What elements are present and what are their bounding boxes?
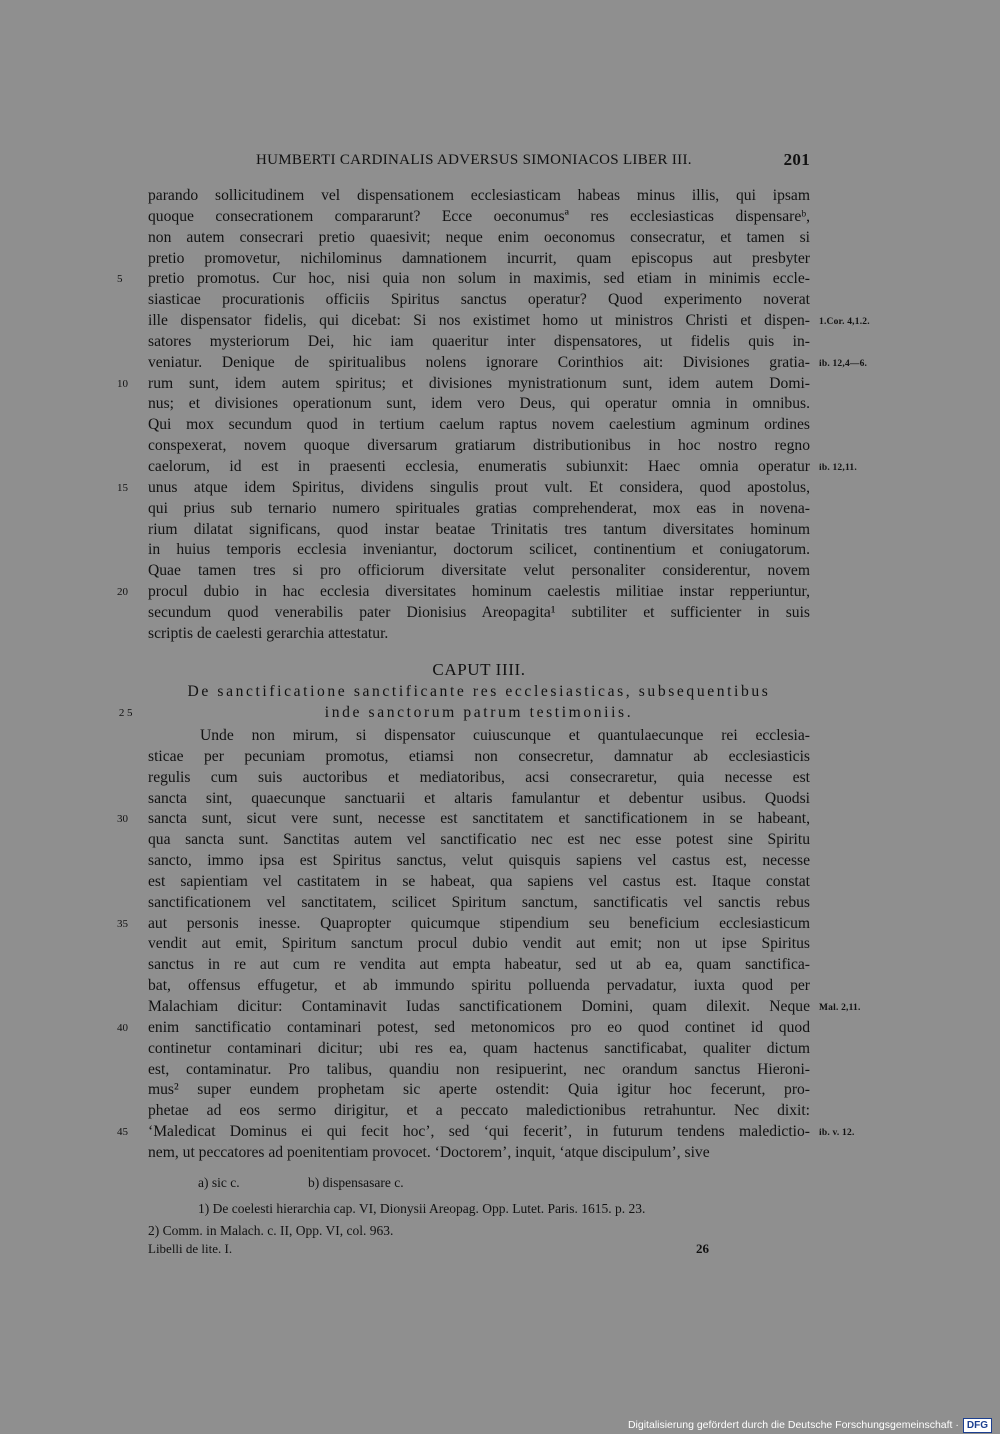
line-text: phetae ad eos sermo dirigitur, et a peccato maledictionibus retrahuntur. Nec dixit: xyxy=(148,1102,810,1120)
paragraph-2 xyxy=(117,726,861,1164)
line-text: qui prius sub ternario numero spirituales gratias comprehenderat, mox eas in novena- xyxy=(148,499,810,517)
footnote-2: 2) Comm. in Malach. c. II, Opp. VI, col. 963. xyxy=(148,1223,394,1238)
running-head-title: HUMBERTI CARDINALIS ADVERSUS SIMONIACOS LIBER III. xyxy=(256,152,692,168)
line-text: regulis cum suis auctoribus et mediatoribus, acsi consecraretur, quia necesse est xyxy=(148,768,810,786)
text-line xyxy=(148,747,810,768)
apparatus xyxy=(148,1172,810,1194)
line-text: Malachiam dicitur: Contaminavit Iudas sanctificationem Domini, quam dilexit. Neque xyxy=(148,997,810,1015)
dfg-logo: DFG xyxy=(963,1418,992,1433)
line-text: continetur contaminari dicitur; ubi res ea, quam hactenus sanctificabat, qualiter dictum xyxy=(148,1039,810,1057)
text-line xyxy=(117,582,810,603)
text-line xyxy=(148,561,810,582)
margin-reference: 1.Cor. 4,1.2. xyxy=(819,317,870,328)
line-text: sancta sunt, sicut vere sunt, necesse est sanctitatem et sanctificationem in se habeant, xyxy=(148,810,810,828)
text-line xyxy=(148,415,810,436)
text-line xyxy=(148,872,810,893)
line-text: procul dubio in hac ecclesia diversitates hominum caelestis militiae instar repperiuntur, xyxy=(148,583,810,601)
text-line xyxy=(117,809,810,830)
text-line xyxy=(148,228,810,249)
chapter-heading xyxy=(148,659,810,681)
line-number: 10 xyxy=(117,377,128,390)
line-text: ‘Maledicat Dominus ei qui fecit hoc’, sed ‘qui fecerit’, in futurum tendens maledictio- xyxy=(148,1123,810,1141)
footer-series-title: Libelli de lite. I. xyxy=(148,1241,233,1256)
line-text: pretio promovetur, nichilominus damnationem incurrit, quam episcopus aut presbyter xyxy=(148,249,810,267)
text-line xyxy=(148,955,810,976)
line-text: aut personis inesse. Quapropter quicumque stipendium seu beneficium ecclesiasticum xyxy=(148,914,810,932)
text-line xyxy=(148,934,810,955)
line-text: bat, offensus effugetur, et ab immundo spiritu polluenda pervadatur, iuxta quod per xyxy=(148,977,810,995)
line-text: parando sollicitudinem vel dispensationem ecclesiasticam habeas minus illis, qui ipsam xyxy=(148,187,810,204)
line-text: nus; et divisiones operationum sunt, idem vero Deus, qui operatur omnia in omnibus. xyxy=(148,395,810,413)
text-line xyxy=(148,207,810,228)
line-text: pretio promotus. Cur hoc, nisi quia non solum in maximis, sed etiam in minimis eccle- xyxy=(148,270,810,288)
margin-reference: Mal. 2,11. xyxy=(819,1002,861,1013)
text-line xyxy=(148,1143,810,1164)
running-head xyxy=(148,152,810,176)
text-line xyxy=(148,851,810,872)
line-number: 15 xyxy=(117,481,128,494)
footer-signature: 26 xyxy=(696,1241,709,1256)
text-line xyxy=(148,1080,810,1101)
text-line xyxy=(148,726,810,747)
line-text: sanctificationem vel sanctitatem, scilicet Spiritum sanctum, sanctificatis vel sanctis rebus xyxy=(148,893,810,911)
paragraph-1 xyxy=(117,186,870,645)
text-line xyxy=(148,789,810,810)
line-text: secundum quod venerabilis pater Dionisius Areopagita¹ subtiliter et sufficienter in suis xyxy=(148,603,810,621)
footnote-1: 1) De coelesti hierarchia cap. VI, Dionysii Areopag. Opp. Lutet. Paris. 1615. p. 23. xyxy=(198,1201,646,1216)
line-number: 35 xyxy=(117,917,128,930)
line-text: est sapientiam vel castitatem in se habeat, qua sapiens vel castus est. Itaque constat xyxy=(148,872,810,890)
line-text: rium dilatat significans, quod instar beatae Trinitatis tres tantum diversitates hominum xyxy=(148,520,810,538)
text-line xyxy=(117,1122,855,1143)
line-text: unus atque idem Spiritus, dividens singulis prout vult. Et considera, quod apostolus, xyxy=(148,478,810,496)
apparatus-a: a) sic c. xyxy=(198,1175,240,1190)
text-line xyxy=(148,1039,810,1060)
line-text: veniatur. Denique de spiritualibus nolens ignorare Corinthios ait: Divisiones gratia- xyxy=(148,353,810,371)
apparatus-line xyxy=(148,1172,810,1194)
margin-reference: ib. 12,4—6. xyxy=(819,358,868,369)
footnotes xyxy=(148,1198,810,1242)
subheading-line-1: De sanctificatione sanctificante res ecclesiasticas, subsequentibus xyxy=(187,683,771,700)
margin-reference: ib. 12,11. xyxy=(819,462,857,473)
apparatus-b: b) dispensasare c. xyxy=(308,1175,404,1190)
line-number: 40 xyxy=(117,1021,128,1034)
line-text: est, contaminatur. Pro talibus, quandiu non resipuerint, nec orandum sanctus Hieroni- xyxy=(148,1060,810,1078)
subheading-line-2 xyxy=(118,703,810,724)
line-number: 25 xyxy=(118,706,136,719)
line-number: 5 xyxy=(117,273,123,286)
text-line xyxy=(148,830,810,851)
text-line xyxy=(148,893,810,914)
line-text: non autem consecrari pretio quaesivit; neque enim oeconomus consecratur, et tamen si xyxy=(148,228,810,246)
text-line xyxy=(117,478,810,499)
text-line xyxy=(148,1060,810,1081)
text-line xyxy=(148,332,810,353)
text-line xyxy=(148,249,810,270)
text-line xyxy=(148,457,857,478)
text-line xyxy=(148,976,810,997)
line-text: vendit aut emit, Spiritum sanctum procul dubio vendit aut emit; non ut ipse Spiritus xyxy=(148,935,810,953)
line-text: Unde non mirum, si dispensator cuiuscunque et quantulaecunque rei ecclesia- xyxy=(200,727,810,744)
text-line xyxy=(148,394,810,415)
text-line xyxy=(148,997,861,1018)
page-footer xyxy=(148,1238,810,1260)
line-text: satores mysteriorum Dei, hic iam quaeritur inter dispensatores, ut fidelis quis in- xyxy=(148,332,810,350)
dfg-credit xyxy=(628,1418,992,1432)
line-text: quoque consecrationem compararunt? Ecce oeconumusª res ecclesiasticas dispensareᵇ, xyxy=(148,207,810,225)
line-text: conspexerat, novem quoque diversarum gratiarum distributionibus in hoc nostro regno xyxy=(148,437,810,455)
line-text: scriptis de caelesti gerarchia attestatur. xyxy=(148,624,389,642)
line-text: sancta sint, quaecunque sanctuarii et altaris famulantur et debentur usibus. Quodsi xyxy=(148,789,810,807)
line-text: in huius temporis ecclesia inveniantur, doctorum scilicet, continentium et coniugatorum. xyxy=(148,541,810,559)
text-line xyxy=(117,914,810,935)
line-text: caelorum, id est in praesenti ecclesia, enumeratis subiunxit: Haec omnia operatur xyxy=(148,457,810,475)
text-line xyxy=(148,436,810,457)
line-text: mus² super eundem prophetam sic aperte ostendit: Quia igitur hoc fecerunt, pro- xyxy=(148,1081,810,1099)
line-text: enim sanctificatio contaminari potest, sed metonomicos pro eo quod continet id quod xyxy=(148,1018,810,1036)
text-line xyxy=(148,311,870,332)
text-line xyxy=(148,768,810,789)
chapter-subheading xyxy=(118,682,810,724)
text-line xyxy=(148,540,810,561)
text-line xyxy=(148,603,810,624)
line-text: sancto, immo ipsa est Spiritus sanctus, velut quisquis sapiens vel castus est, necesse xyxy=(148,852,810,870)
text-line xyxy=(148,186,810,207)
line-text: ille dispensator fidelis, qui dicebat: Si nos existimet homo ut ministros Christi et dispen- xyxy=(148,312,810,330)
text-line xyxy=(117,374,810,395)
line-text: nem, ut peccatores ad poenitentiam provocet. ‘Doctorem’, inquit, ‘atque discipulum’, sive xyxy=(148,1143,710,1161)
line-text: siasticae procurationis officiis Spiritus sanctus operatur? Quod experimento noverat xyxy=(148,291,810,309)
line-number: 20 xyxy=(117,586,128,599)
line-text: Quae tamen tres si pro officiorum diversitate velut personaliter considerentur, novem xyxy=(148,562,810,580)
text-line xyxy=(148,624,810,645)
line-number: 45 xyxy=(117,1126,128,1139)
text-line xyxy=(148,520,810,541)
chapter-title: CAPUT IIII. xyxy=(432,660,526,679)
text-line xyxy=(148,499,810,520)
text-line xyxy=(117,269,810,290)
line-number: 30 xyxy=(117,813,128,826)
text-line xyxy=(148,353,868,374)
subheading-line-2-text: inde sanctorum patrum testimoniis. xyxy=(324,703,634,721)
text-line xyxy=(148,290,810,311)
line-text: rum sunt, idem autem spiritus; et divisiones mynistrationum sunt, idem autem Domi- xyxy=(148,374,810,392)
page-number: 201 xyxy=(783,150,810,169)
text-line xyxy=(148,1101,810,1122)
margin-reference: ib. v. 12. xyxy=(819,1128,855,1139)
line-text: sticae per pecuniam promotus, etiamsi non consecretur, damnatur ab ecclesiasticis xyxy=(148,747,810,765)
line-text: sanctus in re aut cum re vendita aut empta habeatur, sed ut ab ea, quam sanctifica- xyxy=(148,956,810,974)
line-text: Qui mox secundum quod in tertium caelum raptus novem caelestium agminum ordines xyxy=(148,416,810,434)
line-text: qua sancta sunt. Sanctitas autem vel sanctificatio nec est nec esse potest sine Spiritu xyxy=(148,831,810,849)
text-line xyxy=(117,1018,810,1039)
dfg-credit-text: Digitalisierung gefördert durch die Deutsche Forschungsgemeinschaft · xyxy=(627,1419,959,1431)
